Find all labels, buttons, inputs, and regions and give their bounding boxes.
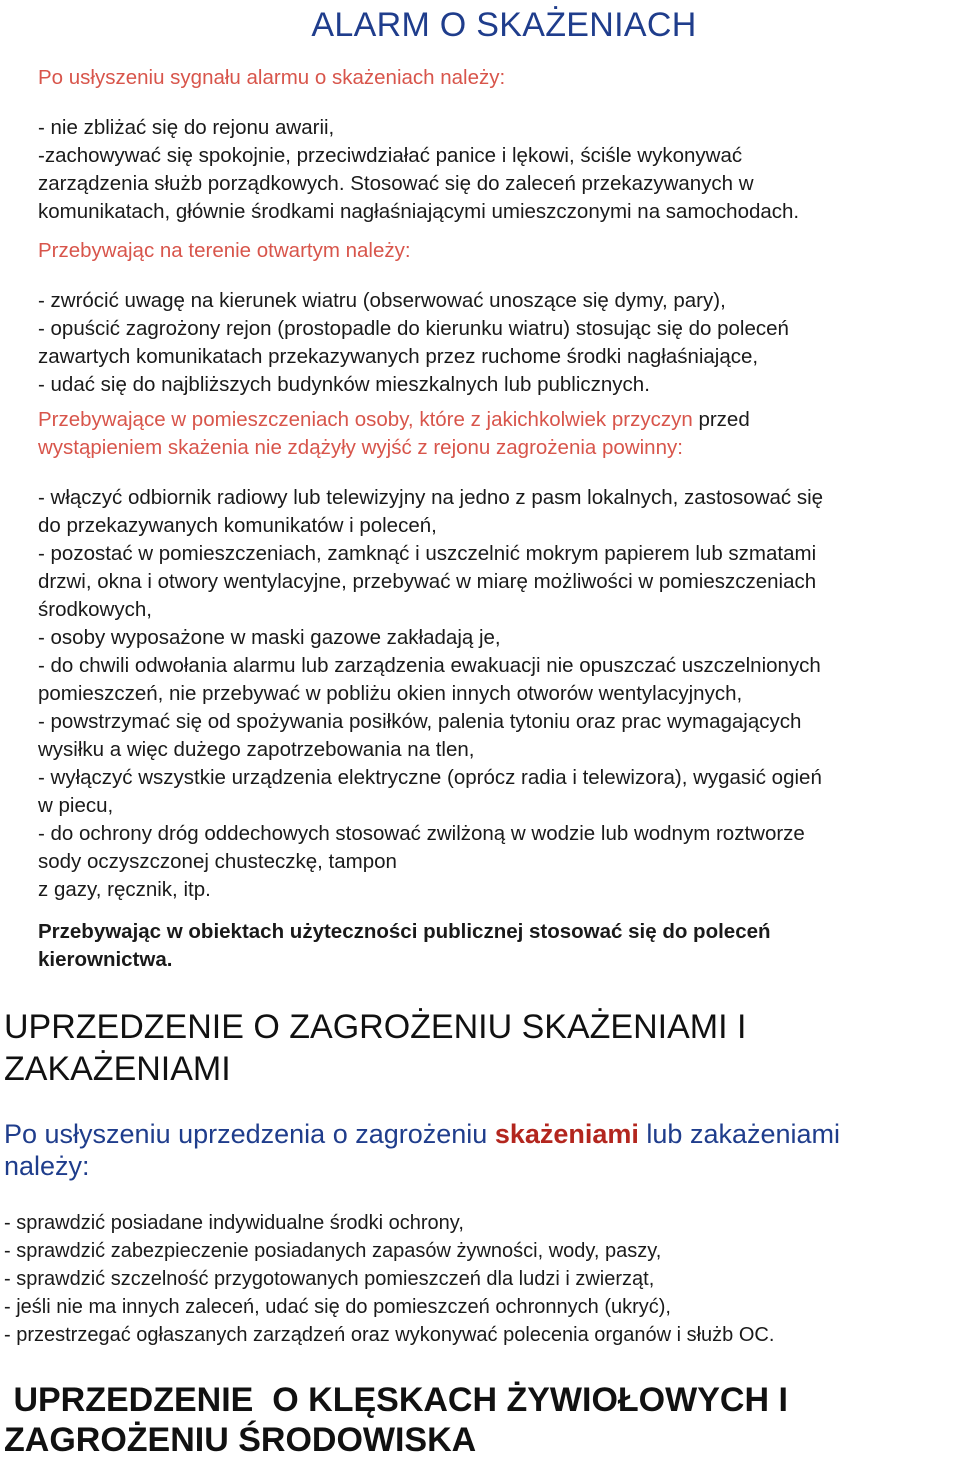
text-line: wysiłku a więc dużego zapotrzebowania na tlen, [38,738,475,761]
heading-line: ZAKAŻENIAMI [4,1050,231,1088]
intro-highlight: skażeniami [494,1119,639,1149]
text-line: - pozostać w pomieszczeniach, zamknąć i uszczelnić mokrym papierem lub szmatami [38,542,817,565]
text-line: z gazy, ręcznik, itp. [38,878,211,901]
text-line: drzwi, okna i otwory wentylacyjne, przebywać w miarę możliwości w pomieszczeniach [38,570,817,593]
text-line: - sprawdzić zabezpieczenie posiadanych zapasów żywności, wody, paszy, [4,1240,662,1262]
heading-line: ZAGROŻENIU ŚRODOWISKA [4,1421,477,1459]
section-intro: Przebywając na terenie otwartym należy: [38,239,411,262]
text-line: - zwrócić uwagę na kierunek wiatru (obserwować unoszące się dymy, pary), [38,289,726,312]
heading-line: UPRZEDZENIE O ZAGROŻENIU SKAŻENIAMI I [4,1008,747,1046]
text-line: - sprawdzić posiadane indywidualne środki ochrony, [4,1212,464,1234]
text-line: - osoby wyposażone w maski gazowe zakładają je, [38,626,501,649]
intro-dark-text: przed [692,408,750,431]
text-line: - powstrzymać się od spożywania posiłków, palenia tytoniu oraz prac wymagających [38,710,802,733]
text-line: zawartych komunikatach przekazywanych przez ruchome środki nagłaśniające, [38,345,759,368]
section-intro-line: wystąpieniem skażenia nie zdążyły wyjść z rejonu zagrożenia powinny: [38,436,683,459]
section-intro: Po usłyszeniu sygnału alarmu o skażeniach należy: [38,66,506,89]
text-line: w piecu, [38,794,114,817]
heading-line: UPRZEDZENIE O KLĘSKACH ŻYWIOŁOWYCH I [4,1381,788,1419]
text-line: środkowych, [38,598,152,621]
bold-note-line: Przebywając w obiektach użyteczności publicznej stosować się do poleceń [38,920,771,943]
text-line: - włączyć odbiornik radiowy lub telewizyjny na jedno z pasm lokalnych, zastosować się [38,486,824,509]
section-heading-disasters [4,1380,954,1460]
text-line: - jeśli nie ma innych zaleceń, udać się do pomieszczeń ochronnych (ukryć), [4,1296,671,1318]
bold-note-line: kierownictwa. [38,948,173,971]
text-line: - sprawdzić szczelność przygotowanych pomieszczeń dla ludzi i zwierząt, [4,1268,655,1290]
section-open-area [38,237,958,399]
intro-text: lub zakażeniami [638,1119,841,1149]
text-line: - do chwili odwołania alarmu lub zarządzenia ewakuacji nie opuszczać uszczelnionych [38,654,821,677]
section-indoor [38,406,958,974]
text-line: - wyłączyć wszystkie urządzenia elektryczne (oprócz radia i telewizora), wygasić ogień [38,766,822,789]
text-line: - nie zbliżać się do rejonu awarii, [38,116,335,139]
intro-line: należy: [4,1151,90,1181]
section-heading-warning [4,1006,954,1090]
text-line: - przestrzegać ogłaszanych zarządzeń oraz wykonywać polecenia organów i służb OC. [4,1324,775,1346]
section-intro-line [38,406,958,434]
intro-line [4,1118,954,1150]
text-line: -zachowywać się spokojnie, przeciwdziałać panice i lękowi, ściśle wykonywać [38,144,743,167]
text-line: zarządzenia służb porządkowych. Stosować się do zaleceń przekazywanych w [38,172,754,195]
text-line: - do ochrony dróg oddechowych stosować zwilżoną w wodzie lub wodnym roztworze [38,822,805,845]
section-warning-intro [4,1118,954,1182]
page-title: ALARM O SKAŻENIACH [311,6,697,44]
text-line: - opuścić zagrożony rejon (prostopadle do kierunku wiatru) stosując się do poleceń [38,317,789,340]
section-warning-list [4,1209,954,1349]
intro-red-text: Przebywające w pomieszczeniach osoby, które z jakichkolwiek przyczyn [38,408,693,431]
text-line: - udać się do najbliższych budynków mieszkalnych lub publicznych. [38,373,650,396]
text-line: pomieszczeń, nie przebywać w pobliżu okien innych otworów wentylacyjnych, [38,682,743,705]
text-line: sody oczyszczonej chusteczkę, tampon [38,850,397,873]
section-alarm-instructions [38,64,958,226]
text-line: do przekazywanych komunikatów i poleceń, [38,514,437,537]
text-line: komunikatach, głównie środkami nagłaśniającymi umieszczonymi na samochodach. [38,200,800,223]
intro-text: Po usłyszeniu uprzedzenia o zagrożeniu [4,1119,495,1149]
